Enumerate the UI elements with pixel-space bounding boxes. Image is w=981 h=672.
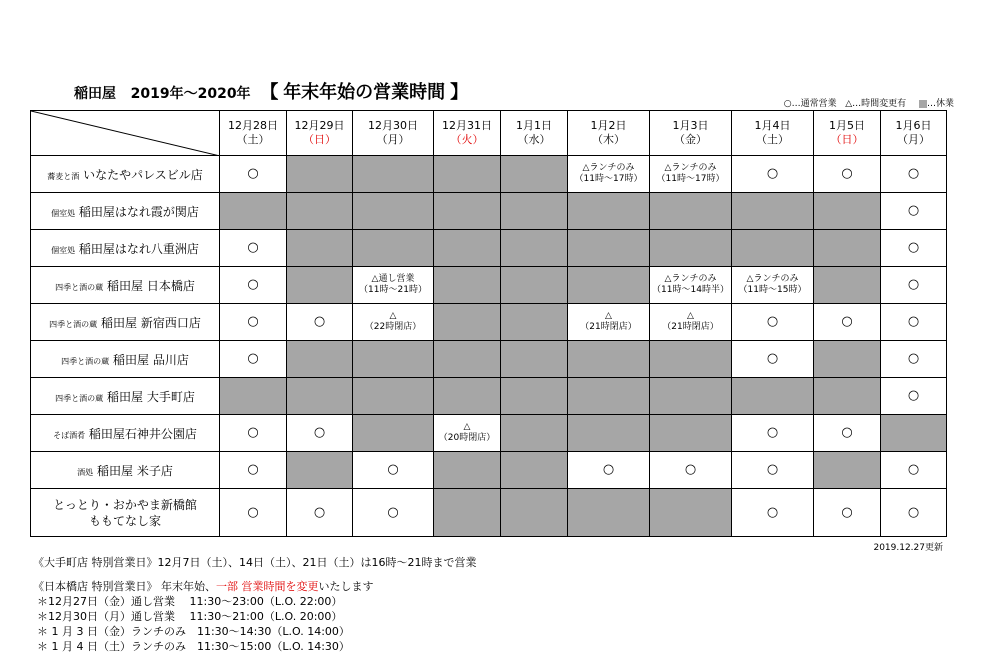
status-cell [220, 230, 287, 267]
closed-cell [287, 230, 353, 267]
closed-cell [353, 378, 434, 415]
date-label: 12月29日 [294, 119, 345, 132]
nihonbashi-item: ＊ 1 月 3 日（金）ランチのみ 11:30～14:30（L.O. 14:00） [37, 625, 350, 638]
status-cell [881, 304, 947, 341]
table-row [31, 341, 947, 378]
store-category: 個室処 [51, 208, 76, 218]
store-name-cell [31, 378, 220, 415]
status-note: （20時閉店） [438, 433, 496, 443]
closed-cell [287, 341, 353, 378]
status-symbol: △ [463, 422, 471, 432]
status-symbol: ○ [247, 462, 259, 477]
closed-cell [287, 378, 353, 415]
status-symbol: ○ [841, 314, 853, 329]
status-cell [814, 489, 881, 537]
status-symbol: ○ [841, 425, 853, 440]
closed-cell [568, 378, 650, 415]
status-note: （21時閉店） [662, 322, 719, 332]
table-row [31, 415, 947, 452]
closed-cell [881, 415, 947, 452]
weekday-label: （土） [756, 133, 789, 146]
status-cell [732, 489, 814, 537]
status-symbol: △ランチのみ [664, 163, 717, 173]
closed-cell [568, 489, 650, 537]
closed-cell [220, 378, 287, 415]
status-symbol: ○ [247, 504, 259, 520]
status-symbol: △ [389, 311, 397, 321]
closed-cell [814, 267, 881, 304]
store-category: 四季と酒の蔵 [55, 393, 104, 403]
closed-cell [814, 452, 881, 489]
closed-cell [650, 415, 732, 452]
status-cell [881, 267, 947, 304]
schedule-table [30, 110, 947, 537]
status-symbol: ○ [766, 166, 779, 181]
status-cell [568, 156, 650, 193]
status-symbol: ○ [247, 425, 259, 440]
store-name-cell [31, 489, 220, 537]
store-name: いなたやパレスビル店 [83, 167, 203, 182]
date-label: 1月4日 [754, 119, 791, 132]
date-label: 1月5日 [829, 119, 865, 132]
store-category: 四季と酒の蔵 [49, 319, 98, 329]
status-symbol: ○ [907, 166, 920, 181]
date-header-7 [732, 111, 814, 156]
status-cell [287, 489, 353, 537]
status-symbol: ○ [907, 314, 920, 329]
status-symbol: ○ [841, 504, 853, 520]
table-row [31, 193, 947, 230]
status-cell [881, 489, 947, 537]
store-name-cell [31, 415, 220, 452]
status-symbol: ○ [841, 166, 853, 181]
weekday-label: （木） [592, 133, 625, 146]
date-label: 1月3日 [672, 119, 709, 132]
store-name: 稲田屋はなれ霞が関店 [78, 204, 199, 219]
schedule-body [31, 156, 947, 537]
closed-cell [650, 489, 732, 537]
closed-cell [501, 415, 568, 452]
weekday-label: （月） [376, 133, 410, 146]
status-note: （21時閉店） [580, 322, 637, 332]
status-symbol: ○ [247, 314, 259, 329]
notes [33, 555, 476, 654]
status-note: （11時～14時半） [652, 285, 729, 295]
status-symbol: ○ [766, 351, 779, 366]
weekday-label: （日） [830, 133, 864, 146]
closed-cell [220, 193, 287, 230]
closed-cell [568, 230, 650, 267]
status-symbol: △通し営業 [371, 274, 415, 284]
status-symbol: ○ [766, 425, 779, 440]
weekday-label: （月） [897, 133, 930, 146]
closed-cell [501, 304, 568, 341]
closed-cell [568, 193, 650, 230]
legend-changed: △…時間変更有 [845, 99, 907, 109]
status-symbol: ○ [247, 351, 259, 366]
status-cell [732, 304, 814, 341]
closed-cell [287, 267, 353, 304]
status-cell [220, 156, 287, 193]
status-symbol: ○ [387, 504, 399, 520]
closed-cell [650, 230, 732, 267]
store-name-cell [31, 304, 220, 341]
store-name-line2: ももてなし家 [88, 513, 161, 528]
weekday-label: （金） [674, 133, 707, 146]
date-header-8 [814, 111, 881, 156]
closed-cell [353, 230, 434, 267]
corner-cell [31, 111, 220, 156]
weekday-label: （火） [450, 133, 484, 146]
closed-cell [568, 415, 650, 452]
closed-cell [501, 452, 568, 489]
closed-cell [434, 452, 501, 489]
status-symbol: ○ [907, 277, 920, 292]
status-cell [881, 156, 947, 193]
title-years: 2019年～2020年 [130, 86, 251, 102]
closed-cell [814, 341, 881, 378]
date-header-4 [501, 111, 568, 156]
updated-date: 2019.12.27更新 [873, 543, 943, 553]
nihonbashi-item: ＊ 1 月 4 日（土）ランチのみ 11:30～15:00（L.O. 14:30） [37, 640, 350, 653]
store-name: 稲田屋 新宿西口店 [101, 315, 201, 330]
closed-cell [814, 193, 881, 230]
status-cell [732, 341, 814, 378]
store-name: 稲田屋 品川店 [113, 352, 189, 367]
closed-cell [501, 378, 568, 415]
date-label: 12月31日 [442, 119, 492, 132]
status-note: （22時閉店） [364, 322, 422, 332]
weekday-label: （土） [236, 133, 270, 146]
closed-cell [732, 193, 814, 230]
status-cell [568, 452, 650, 489]
status-symbol: ○ [907, 203, 920, 218]
status-note: （11時～17時） [574, 174, 643, 184]
status-symbol: △ [605, 311, 612, 321]
closed-cell [650, 378, 732, 415]
status-cell [814, 415, 881, 452]
store-name: 稲田屋 日本橋店 [107, 278, 195, 293]
date-header-5 [568, 111, 650, 156]
store-name-cell [31, 267, 220, 304]
status-symbol: ○ [387, 462, 399, 477]
store-category: 個室処 [51, 245, 76, 255]
closed-cell [434, 193, 501, 230]
closed-cell [501, 193, 568, 230]
status-cell [220, 304, 287, 341]
store-category: 酒処 [77, 467, 94, 477]
status-cell [220, 452, 287, 489]
status-symbol: ○ [313, 314, 326, 329]
status-symbol: ○ [313, 425, 326, 440]
closed-cell [732, 230, 814, 267]
status-symbol: △ [687, 311, 694, 321]
status-cell [353, 489, 434, 537]
closed-cell [287, 156, 353, 193]
store-category: 蕎麦と酒 [47, 171, 80, 181]
table-row [31, 452, 947, 489]
closed-cell [814, 230, 881, 267]
page-title [74, 78, 468, 104]
status-note: （11時～21時） [359, 285, 427, 295]
nihonbashi-note-title: 《日本橋店 特別営業日》 年末年始、一部 営業時間を変更いたします [33, 580, 374, 593]
closed-cell [501, 489, 568, 537]
closed-cell [434, 489, 501, 537]
closed-cell [568, 341, 650, 378]
date-header-3 [434, 111, 501, 156]
closed-cell [434, 156, 501, 193]
title-bracket-close: 】 [450, 82, 469, 103]
closed-swatch-icon [919, 100, 927, 108]
legend-closed: …休業 [926, 99, 954, 109]
status-symbol: ○ [766, 462, 779, 477]
closed-cell [650, 193, 732, 230]
date-label: 1月2日 [590, 119, 627, 132]
closed-cell [501, 230, 568, 267]
weekday-label: （水） [517, 133, 551, 146]
closed-cell [434, 267, 501, 304]
store-category: 四季と酒の蔵 [55, 282, 104, 292]
status-cell [881, 193, 947, 230]
status-cell [568, 304, 650, 341]
store-name: 稲田屋 大手町店 [107, 389, 195, 404]
status-cell [881, 230, 947, 267]
table-row [31, 378, 947, 415]
status-cell [814, 156, 881, 193]
date-header-6 [650, 111, 732, 156]
status-symbol: ○ [766, 504, 779, 520]
date-label: 1月6日 [895, 119, 932, 132]
title-text: 年末年始の営業時間 [283, 82, 446, 103]
store-category: 四季と酒の蔵 [61, 356, 110, 366]
status-cell [814, 304, 881, 341]
closed-cell [501, 267, 568, 304]
status-symbol: ○ [684, 462, 697, 477]
table-row [31, 230, 947, 267]
closed-cell [353, 341, 434, 378]
status-symbol: ○ [907, 351, 920, 366]
status-cell [881, 378, 947, 415]
otemachi-note: 《大手町店 特別営業日》12月7日（土）、14日（土）、21日（土）は16時～21時まで営業 [33, 556, 477, 569]
status-cell [353, 267, 434, 304]
store-category: そば酒肴 [53, 430, 86, 440]
store-name-cell [31, 193, 220, 230]
weekday-label: （日） [303, 133, 336, 146]
closed-cell [568, 267, 650, 304]
store-name: 稲田屋はなれ八重洲店 [78, 241, 199, 256]
status-symbol: ○ [907, 388, 920, 403]
status-cell [732, 415, 814, 452]
store-name: 稲田屋石神井公園店 [88, 426, 197, 441]
status-cell [287, 304, 353, 341]
date-header-9 [881, 111, 947, 156]
closed-cell [732, 378, 814, 415]
store-name-cell [31, 156, 220, 193]
store-name: とっとり・おかやま新橋館 [53, 497, 197, 512]
status-cell [650, 156, 732, 193]
status-cell [650, 452, 732, 489]
status-note: （11時～15時） [738, 285, 807, 295]
date-header-0 [220, 111, 287, 156]
closed-cell [814, 378, 881, 415]
status-cell [434, 415, 501, 452]
store-name-cell [31, 341, 220, 378]
status-symbol: △ランチのみ [582, 163, 635, 173]
store-name: 稲田屋 [74, 86, 116, 102]
status-note: （11時～17時） [656, 174, 725, 184]
status-symbol: △ランチのみ [664, 274, 717, 284]
status-cell [881, 341, 947, 378]
status-cell [220, 341, 287, 378]
status-cell [732, 267, 814, 304]
status-symbol: ○ [247, 240, 259, 255]
closed-cell [287, 452, 353, 489]
nihonbashi-item: ＊12月30日（月）通し営業 11:30～21:00（L.O. 20:00） [37, 610, 343, 623]
closed-cell [434, 304, 501, 341]
legend-normal: ○…通常営業 [783, 99, 837, 109]
status-cell [353, 452, 434, 489]
table-row [31, 156, 947, 193]
date-label: 12月28日 [228, 119, 278, 132]
status-cell [732, 452, 814, 489]
status-cell [220, 415, 287, 452]
status-cell [353, 304, 434, 341]
status-cell [650, 304, 732, 341]
date-header-2 [353, 111, 434, 156]
status-symbol: ○ [602, 462, 615, 477]
date-header-1 [287, 111, 353, 156]
status-symbol: ○ [313, 504, 326, 520]
title-bracket-open: 【 [260, 82, 279, 103]
title-row [74, 74, 954, 109]
closed-cell [287, 193, 353, 230]
status-symbol: ○ [907, 462, 920, 477]
table-row [31, 489, 947, 537]
status-cell [220, 489, 287, 537]
status-symbol: △ランチのみ [746, 274, 799, 284]
legend [784, 96, 954, 109]
closed-cell [434, 341, 501, 378]
date-header-row [31, 111, 947, 156]
status-symbol: ○ [766, 314, 779, 329]
status-cell [732, 156, 814, 193]
table-row [31, 267, 947, 304]
status-symbol: ○ [907, 504, 920, 520]
nihonbashi-item: ＊12月27日（金）通し営業 11:30～23:00（L.O. 22:00） [37, 595, 343, 608]
closed-cell [353, 156, 434, 193]
closed-cell [501, 341, 568, 378]
status-cell [287, 415, 353, 452]
status-cell [650, 267, 732, 304]
status-symbol: ○ [247, 166, 259, 181]
date-label: 12月30日 [368, 119, 418, 132]
table-row [31, 304, 947, 341]
closed-cell [434, 230, 501, 267]
nihonbashi-note-highlight: 一部 営業時間を変更 [216, 580, 319, 593]
closed-cell [353, 193, 434, 230]
diagonal-line [31, 111, 220, 156]
closed-cell [650, 341, 732, 378]
store-name-cell [31, 452, 220, 489]
status-cell [881, 452, 947, 489]
status-cell [220, 267, 287, 304]
closed-cell [353, 415, 434, 452]
store-name: 稲田屋 米子店 [97, 463, 173, 478]
status-symbol: ○ [907, 240, 920, 255]
date-label: 1月1日 [516, 119, 552, 132]
store-name-cell [31, 230, 220, 267]
closed-cell [434, 378, 501, 415]
status-symbol: ○ [247, 277, 259, 292]
closed-cell [501, 156, 568, 193]
